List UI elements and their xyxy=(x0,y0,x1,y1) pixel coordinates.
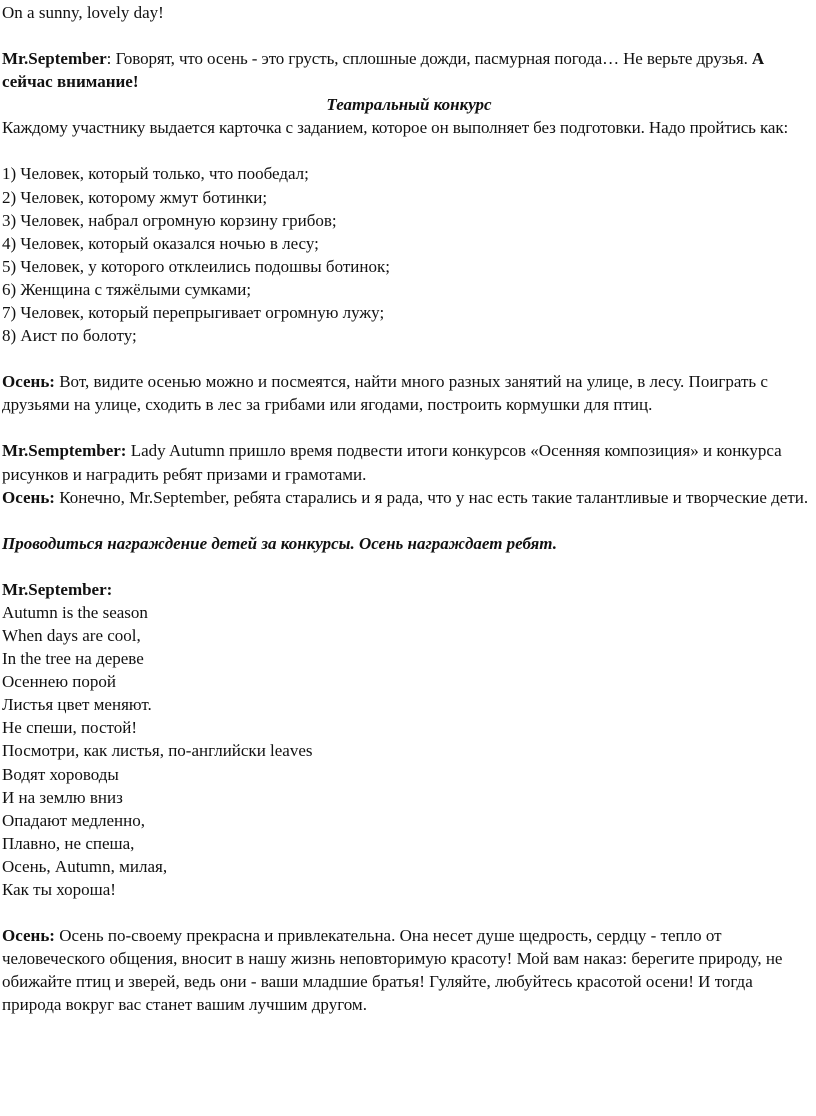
poem-line: Водят хороводы xyxy=(2,764,119,784)
paragraph-autumn-1 xyxy=(2,370,816,416)
spacer xyxy=(2,347,816,370)
paragraph-september-intro xyxy=(2,47,816,93)
poem xyxy=(2,601,816,901)
paragraph-september-2 xyxy=(2,439,816,485)
spacer xyxy=(2,509,816,532)
poem-line: In the tree на дереве xyxy=(2,649,144,669)
spacer xyxy=(2,555,816,578)
list-item: 3) Человек, набрал огромную корзину грибов; xyxy=(2,210,337,230)
speaker-label: Осень: xyxy=(2,926,55,946)
speaker-label: Mr.Semptember: xyxy=(2,441,127,461)
poem-line: Посмотри, как листья, по-английски leaves xyxy=(2,741,313,761)
list-item: 8) Аист по болоту; xyxy=(2,326,137,346)
spacer xyxy=(2,416,816,439)
spacer xyxy=(2,901,816,924)
paragraph-text: Lady Autumn пришло время подвести итоги конкурсов «Осенняя композиция» и конкурса рисунков и наградить ребят призами и грамотами. xyxy=(2,441,782,484)
spacer xyxy=(2,24,816,47)
list-item: 7) Человек, который перепрыгивает огромную лужу; xyxy=(2,303,385,323)
task-list xyxy=(2,162,816,347)
poem-line: Осень, Autumn, милая, xyxy=(2,856,168,876)
list-item: 6) Женщина с тяжёлыми сумками; xyxy=(2,279,252,299)
paragraph-text: Конечно, Mr.September, ребята старались и я рада, что у нас есть такие талантливые и творческие дети. xyxy=(54,487,809,507)
speaker-label: Осень: xyxy=(2,487,55,507)
poem-line: Плавно, не спеша, xyxy=(2,833,135,853)
paragraph-text: Вот, видите осенью можно и посмеятся, найти много разных занятий на улице, в лесу. Поиграть с друзьями на улице, сходить в лес за грибами или ягодами, построить кормушки для птиц. xyxy=(2,372,768,415)
poem-line: Опадают медленно, xyxy=(2,810,145,830)
intro-line: On a sunny, lovely day! xyxy=(2,3,164,22)
poem-line: И на землю вниз xyxy=(2,787,123,807)
poem-line: Листья цвет меняют. xyxy=(2,695,152,715)
paragraph-text: Говорят, что осень - это грусть, сплошные дожди, пасмурная погода… Не верьте друзья. xyxy=(115,49,752,69)
colon: : xyxy=(106,49,116,69)
contest-title: Театральный конкурс xyxy=(326,95,492,115)
poem-line: Осеннею порой xyxy=(2,672,116,692)
list-item: 1) Человек, который только, что пообедал; xyxy=(2,164,309,184)
paragraph-text: Осень по-своему прекрасна и привлекательна. Она несет душе щедрость, сердцу - тепло от человеческого общения, вносит в нашу жизнь неповторимую красоту! Мой вам наказ: берегите природу, не обижайте птиц и зверей, ведь они - ваши младшие братья! Гуляйте, любуйтесь красотой осени! И тогда природа вокруг вас станет вашим лучшим другом. xyxy=(2,926,783,1015)
speaker-label: Mr.September xyxy=(2,49,107,69)
poem-line: Как ты хороша! xyxy=(2,880,116,899)
poem-line: Autumn is the season xyxy=(2,602,148,622)
award-note: Проводиться награждение детей за конкурсы. Осень награждает ребят. xyxy=(2,533,557,553)
list-item: 4) Человек, который оказался ночью в лесу; xyxy=(2,233,319,253)
list-item: 2) Человек, которому жмут ботинки; xyxy=(2,187,268,207)
list-item: 5) Человек, у которого отклеились подошвы ботинок; xyxy=(2,256,390,276)
contest-description: Каждому участнику выдается карточка с заданием, которое он выполняет без подготовки. Надо пройтись как: xyxy=(2,118,789,138)
poem-line: Не спеши, постой! xyxy=(2,718,137,738)
spacer xyxy=(2,139,816,162)
paragraph-autumn-closing xyxy=(2,924,816,1016)
attention-text: А сейчас внимание! xyxy=(2,49,765,92)
poem-speaker: Mr.September: xyxy=(2,579,113,599)
poem-line: When days are cool, xyxy=(2,625,141,645)
speaker-label: Осень: xyxy=(2,372,55,392)
paragraph-autumn-2 xyxy=(2,486,816,509)
